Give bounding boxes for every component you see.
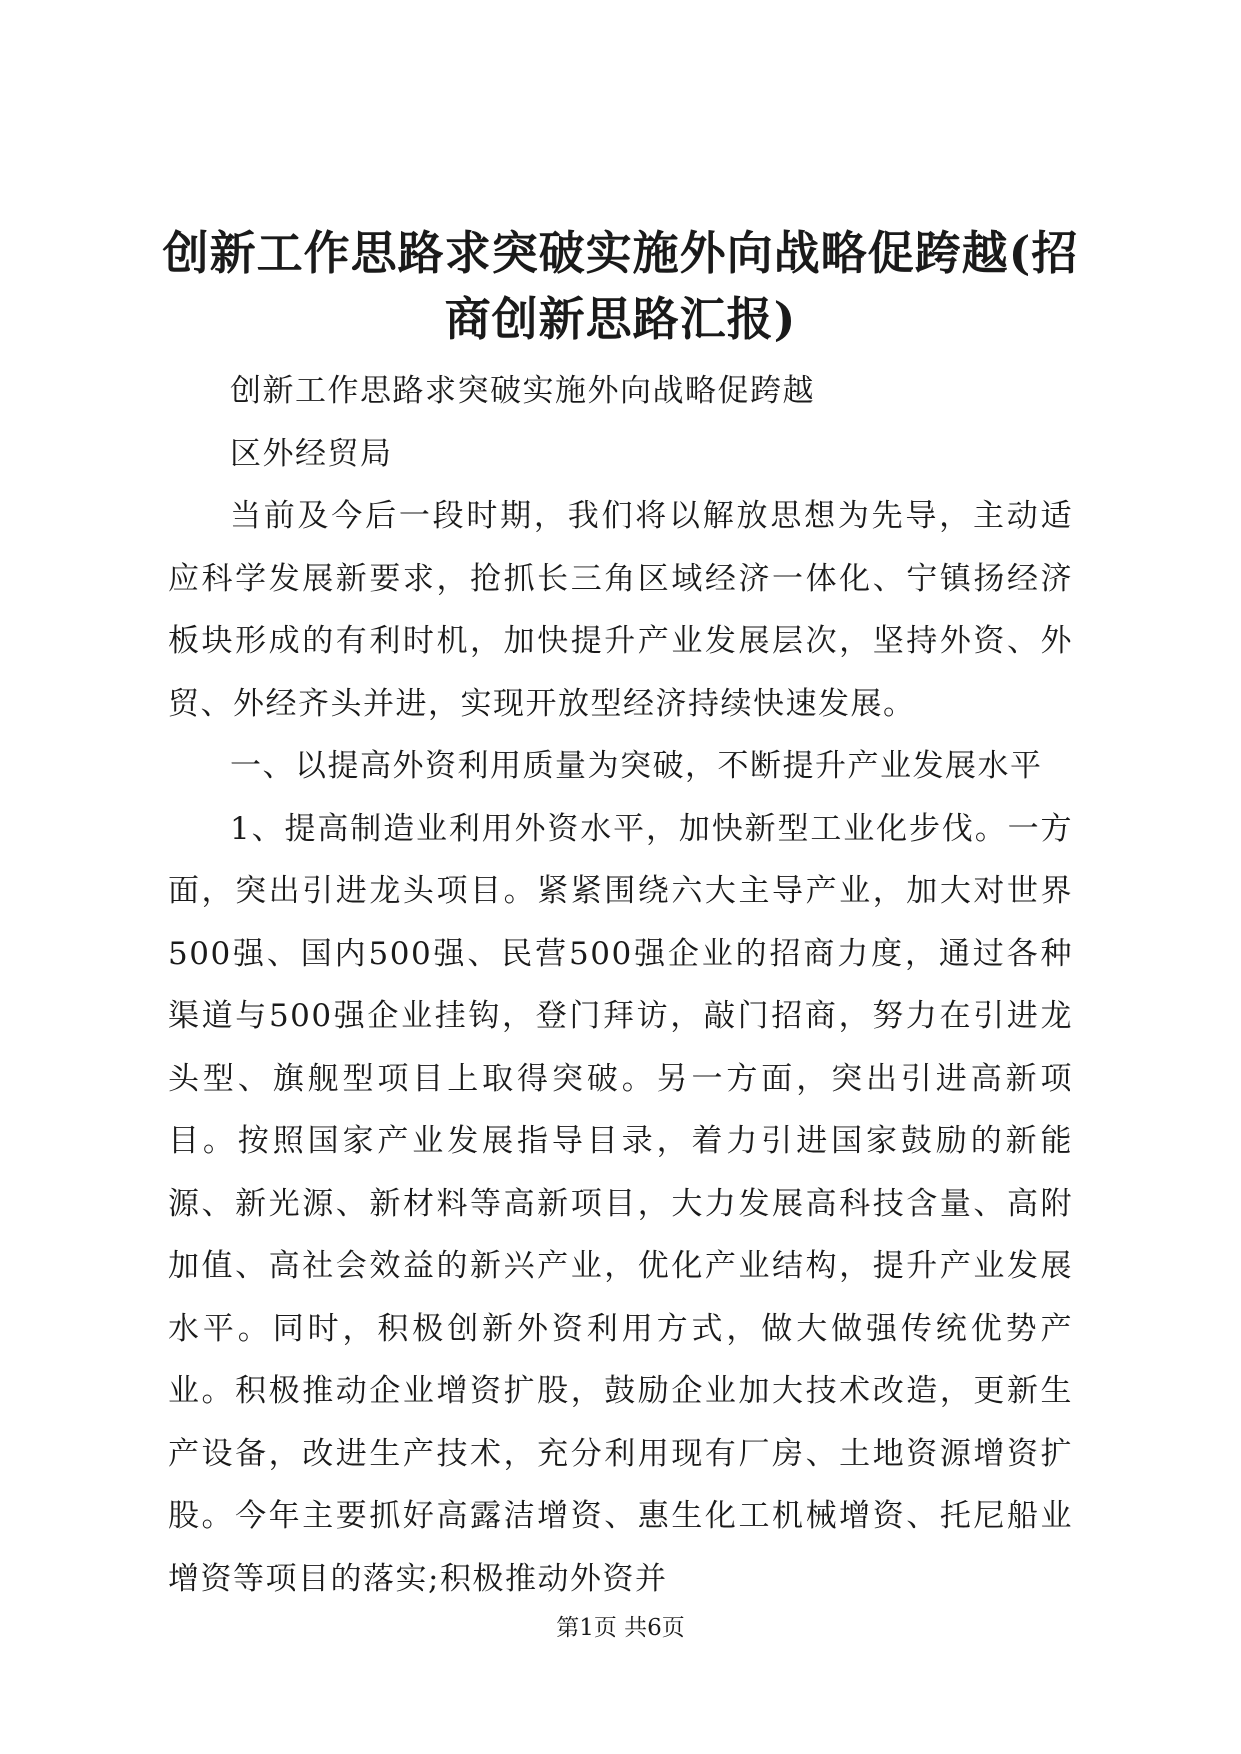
page-footer: 第1页 共6页: [556, 1615, 685, 1641]
author-paragraph: 区外经贸局: [230, 435, 393, 472]
subtitle-paragraph: 创新工作思路求突破实施外向战略促跨越: [230, 373, 815, 409]
section-heading: 一、以提高外资利用质量为突破，不断提升产业发展水平: [230, 748, 1043, 784]
document-title: 创新工作思路求突破实施外向战略促跨越(招商创新思路汇报): [162, 226, 1079, 346]
intro-paragraph: 当前及今后一段时期，我们将以解放思想为先导，主动适应科学发展新要求，抢抓长三角区域经济一体化、宁镇扬经济板块形成的有利时机，加快提升产业发展层次，坚持外资、外贸、外经齐头并进，实现开放型经济持续快速发展。: [168, 498, 1073, 722]
document-body: [168, 360, 1073, 1610]
body-paragraph: 1、提高制造业利用外资水平，加快新型工业化步伐。一方面，突出引进龙头项目。紧紧围绕六大主导产业，加大对世界500强、国内500强、民营500强企业的招商力度，通过各种渠道与500强企业挂钩，登门拜访，敲门招商，努力在引进龙头型、旗舰型项目上取得突破。另一方面，突出引进高新项目。按照国家产业发展指导目录，着力引进国家鼓励的新能源、新光源、新材料等高新项目，大力发展高科技含量、高附加值、高社会效益的新兴产业，优化产业结构，提升产业发展水平。同时，积极创新外资利用方式，做大做强传统优势产业。积极推动企业增资扩股，鼓励企业加大技术改造，更新生产设备，改进生产技术，充分利用现有厂房、土地资源增资扩股。今年主要抓好高露洁增资、惠生化工机械增资、托尼船业增资等项目的落实;积极推动外资并: [168, 810, 1073, 1597]
